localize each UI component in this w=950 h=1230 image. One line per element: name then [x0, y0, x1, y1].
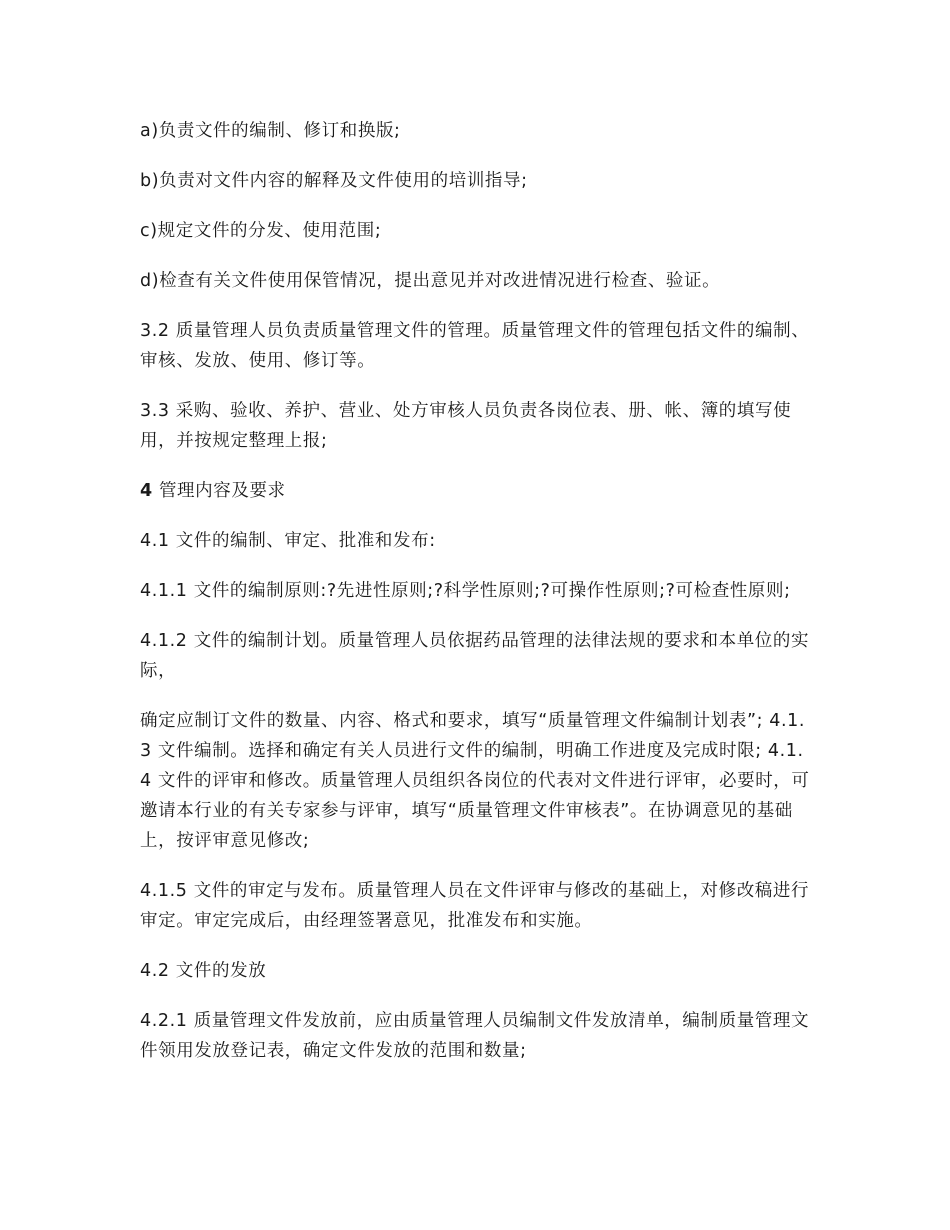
document-page: [140, 116, 812, 1086]
paragraph-4-1-3-4: 确定应制订文件的数量、内容、格式和要求，填写“质量管理文件编制计划表”; 4.1.3 文件编制。选择和确定有关人员进行文件的编制，明确工作进度及完成时限; 4.1.4 文件的评审和修改。质量管理人员组织各岗位的代表对文件进行评审，必要时，可邀请本行业的有关专家参与评审，填写“质量管理文件审核表”。在协调意见的基础上，按评审意见修改;: [140, 711, 810, 851]
paragraph-3-2: 3.2 质量管理人员负责质量管理文件的管理。质量管理文件的管理包括文件的编制、审核、发放、使用、修订等。: [140, 321, 810, 371]
paragraph-c: c)规定文件的分发、使用范围;: [140, 221, 382, 241]
paragraph-4-2-1: 4.2.1 质量管理文件发放前，应由质量管理人员编制文件发放清单，编制质量管理文件领用发放登记表，确定文件发放的范围和数量;: [140, 1011, 810, 1061]
paragraph-4-1-1: 4.1.1 文件的编制原则:?先进性原则;?科学性原则;?可操作性原则;?可检查性原则;: [140, 581, 791, 601]
paragraph-3-3: 3.3 采购、验收、养护、营业、处方审核人员负责各岗位表、册、帐、簿的填写使用，并按规定整理上报;: [140, 401, 792, 451]
paragraph-4-1-2: 4.1.2 文件的编制计划。质量管理人员依据药品管理的法律法规的要求和本单位的实际，: [140, 631, 810, 681]
paragraph-b: b)负责对文件内容的解释及文件使用的培训指导;: [140, 171, 528, 191]
paragraph-d: d)检查有关文件使用保管情况，提出意见并对改进情况进行检查、验证。: [140, 271, 721, 291]
paragraph-a: a)负责文件的编制、修订和换版;: [140, 121, 401, 141]
section-title: 管理内容及要求: [152, 481, 286, 501]
paragraph-4-2: 4.2 文件的发放: [140, 961, 267, 981]
paragraph-4-1: 4.1 文件的编制、审定、批准和发布:: [140, 531, 436, 551]
section-heading-4: [140, 476, 812, 506]
section-number: 4: [140, 481, 153, 501]
paragraph-4-1-5: 4.1.5 文件的审定与发布。质量管理人员在文件评审与修改的基础上，对修改稿进行审定。审定完成后，由经理签署意见，批准发布和实施。: [140, 881, 810, 931]
